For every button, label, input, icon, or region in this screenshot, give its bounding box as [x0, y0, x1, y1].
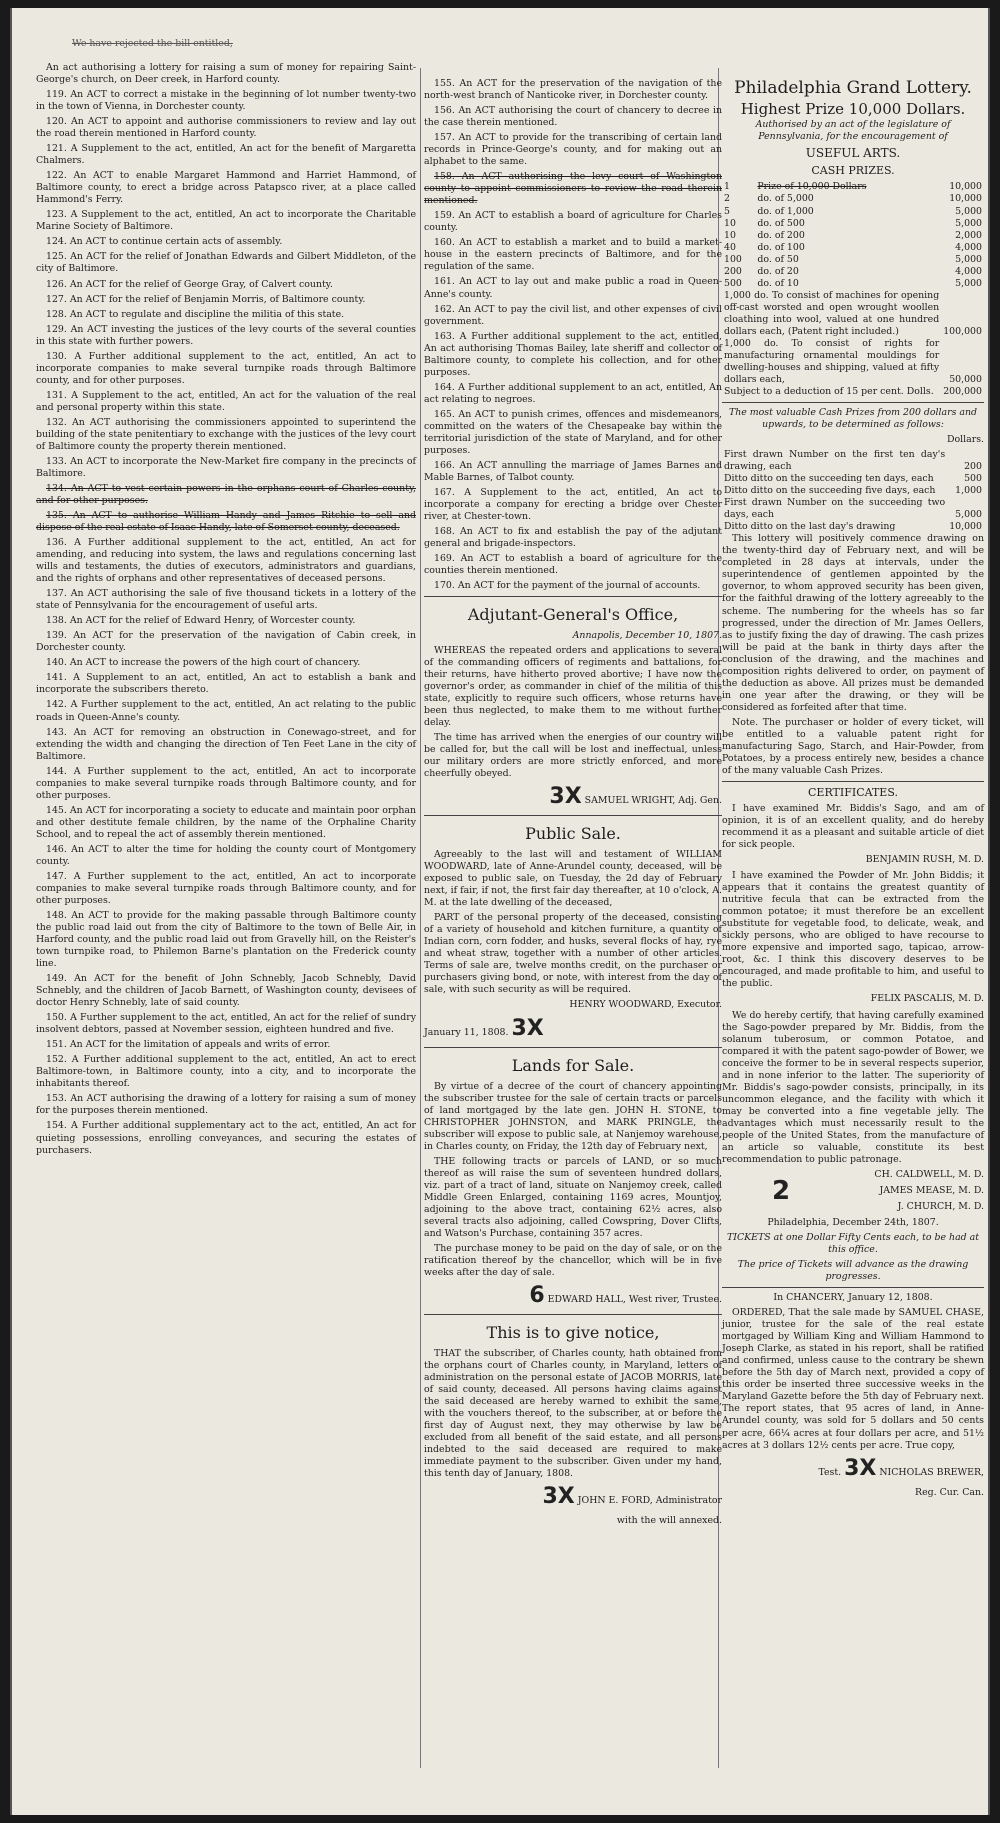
lands-body: By virtue of a decree of the court of chancery appointing the subscriber trustee for the sale of certain tracts or parcels of land mortgaged by the late gen. JOHN H. STONE, to CHRISTOPHER JOHNSTON, and MARK PRINGLE, the subscriber will expose to public sale, at Nanjemoy warehouse, in Charles county, on Friday, the 12th day of February next,	[424, 1080, 722, 1152]
chancery-body: ORDERED, That the sale made by SAMUEL CHASE, junior, trustee for the sale of the real estate mortgaged by William King and William Hammond to Joseph Clarke, as stated in his report, shall be ratified and confirmed, unless cause to the contrary be shewn before the 5th day of March next, provided a copy of this order be inserted three successive weeks in the Maryland Gazette before the 5th day of February next. The report states, that 95 acres of land, in Anne-Arundel county, was sold for 5 dollars and 50 cents per acre, 66¼ acres at four dollars per acre, and 51½ acres at 3 dollars 12½ cents per acre. True copy,	[722, 1307, 984, 1451]
act-list-item: 147. A Further supplement to the act, entitled, An act to incorporate companies to make several turnpike roads through Baltimore county, and for other purposes.	[36, 870, 416, 906]
prize-count: 5	[724, 205, 730, 217]
prize-label: do. of 500	[757, 217, 805, 229]
prize-total: 2,000	[955, 229, 982, 241]
machine-prize-text: 1,000 do. To consist of rights for manufacturing ornamental mouldings for dwelling-houses and shipping, valued at fifty dollars each,	[724, 337, 940, 385]
prize-row	[722, 218, 984, 230]
notice-heading: This is to give notice,	[486, 1323, 660, 1343]
act-list-item: 165. An ACT to punish crimes, offences and misdemeanors, committed on the waters of the Chesapeake bay within the territorial jurisdiction of the state of Maryland, and for other purposes.	[424, 408, 722, 456]
lottery-authorised: Authorised by an act of the legislature of Pennsylvania, for the encouragement of	[755, 118, 951, 142]
divider	[424, 596, 722, 597]
act-list-item: 128. An ACT to regulate and discipline the militia of this state.	[46, 308, 345, 320]
certificate-date: Philadelphia, December 24th, 1807.	[767, 1217, 939, 1229]
act-list-item: 126. An ACT for the relief of George Gray, of Calvert county.	[46, 278, 333, 290]
act-list-item: 123. A Supplement to the act, entitled, An act to incorporate the Charitable Marine Society of Baltimore.	[36, 209, 416, 233]
notice-signature-line2: with the will annexed.	[616, 1515, 722, 1527]
prize-total: 5,000	[955, 205, 982, 217]
act-list-item: 162. An ACT to pay the civil list, and other expenses of civil government.	[424, 303, 722, 327]
prize-label: do. of 20	[757, 265, 799, 277]
machine-prize-total: 100,000	[943, 325, 982, 337]
notice-body: THAT the subscriber, of Charles county, hath obtained from the orphans court of Charles county, in Maryland, letters of administration on the personal estate of JACOB MORRIS, late of said county, deceased. All persons having claims against the said deceased are hereby warned to exhibit the same, with the vouchers thereof, to the subscriber, at or before the first day of August next, they may otherwise by law be excluded from all benefit of the said estate, and all persons indebted to the said deceased are required to make immediate payment to the subscriber. Given under my hand, this tenth day of January, 1808.	[424, 1347, 722, 1480]
deduction-text: Subject to a deduction of 15 per cent. Dolls.	[724, 385, 934, 397]
prize-count: 100	[724, 253, 742, 265]
draw-row	[722, 449, 984, 473]
prize-label: do. of 100	[757, 241, 805, 253]
prize-count: 40	[724, 241, 736, 253]
draw-table	[722, 449, 984, 533]
faint-header-text: We have rejected the bill entitled,	[72, 38, 233, 49]
adjutant-dateline: Annapolis, December 10, 1807.	[572, 629, 722, 641]
act-list-item: 156. An ACT authorising the court of chancery to decree in the case therein mentioned.	[424, 105, 722, 129]
act-list-item: 169. An ACT to establish a board of agriculture for the counties therein mentioned.	[424, 553, 722, 577]
act-list-item: 158. An ACT authorising the levy court of Washington county to appoint commissioners to review the road therein mentioned.	[424, 171, 722, 207]
act-list-item: 146. An ACT to alter the time for holding the county court of Montgomery county.	[36, 843, 416, 867]
prize-label: do. of 5,000	[757, 193, 814, 205]
prize-total: 10,000	[949, 181, 982, 193]
handwritten-mark: 2	[772, 1175, 791, 1206]
act-list-item: 121. A Supplement to the act, entitled, An act for the benefit of Margaretta Chalmers.	[36, 143, 416, 167]
divider	[722, 1287, 984, 1288]
prize-row	[722, 278, 984, 290]
act-list-item: 124. An ACT to continue certain acts of assembly.	[46, 236, 283, 248]
certificate-signature: FELIX PASCALIS, M. D.	[870, 993, 984, 1005]
prize-label: do. of 1,000	[757, 205, 814, 217]
handwritten-mark: 3X	[844, 1455, 877, 1481]
chancery-date: In CHANCERY, January 12, 1808.	[773, 1292, 933, 1304]
prize-row	[722, 230, 984, 242]
prize-label: Prize of 10,000 Dollars	[757, 181, 867, 193]
machine-prizes	[722, 290, 984, 398]
act-list-item: 157. An ACT to provide for the transcribing of certain land records in Prince-George's county, and for making out an alphabet to the same.	[424, 132, 722, 168]
certificates-heading: CERTIFICATES.	[808, 785, 898, 799]
machine-prize-text: 1,000 do. To consist of machines for opening off-cast worsted and open wrought woollen cloathing into wool, valued at one hundred dollars each, (Patent right included.)	[724, 289, 940, 337]
prize-count: 200	[724, 265, 742, 277]
column-middle	[424, 78, 722, 1531]
prize-total: 4,000	[955, 241, 982, 253]
draw-row	[722, 521, 984, 533]
lottery-title: Philadelphia Grand Lottery.	[734, 78, 972, 98]
divider	[722, 781, 984, 782]
act-list-item: 135. An ACT to authorise William Handy and James Ritchie to sell and dispose of the real estate of Isaac Handy, late of Somerset county, deceased.	[36, 510, 416, 534]
draw-row	[722, 497, 984, 521]
certificate-text: I have examined the Powder of Mr. John Biddis; it appears that it contains the greatest quantity of nutritive fecula that can be extracted from the common potatoe; it must therefore be an excellent substitute for vegetable food, to delicate, weak, and sickly persons, who are obliged to have recourse to more expensive and imported sago, tapicao, arrow-root, &c. I think this discovery deserves to be encouraged, and made profitable to him, and useful to the public.	[722, 870, 984, 990]
tickets-text: TICKETS at one Dollar Fifty Cents each, to be had at this office.	[727, 1232, 979, 1256]
prize-count: 2	[724, 193, 730, 205]
prize-total: 5,000	[955, 277, 982, 289]
draw-value: 5,000	[955, 509, 982, 521]
adjutant-body: The time has arrived when the energies of our country will be called for, but the call will be lost and ineffectual, unless our military orders are more strictly enforced, and more cheerfully obeyed.	[424, 731, 722, 780]
handwritten-mark: 3X	[542, 1484, 575, 1510]
prize-count: 500	[724, 277, 742, 289]
act-list-item: 168. An ACT to fix and establish the pay of the adjutant general and brigade-inspectors.	[424, 526, 722, 550]
lands-heading: Lands for Sale.	[511, 1056, 635, 1076]
certificate-signature: CH. CALDWELL, M. D.	[874, 1168, 984, 1180]
dollars-label: Dollars.	[946, 434, 984, 446]
lottery-subtitle: Highest Prize 10,000 Dollars.	[740, 99, 966, 118]
divider	[424, 1314, 722, 1315]
prize-total: 4,000	[955, 265, 982, 277]
adjutant-heading: Adjutant-General's Office,	[467, 605, 679, 625]
tickets-price: The price of Tickets will advance as the drawing progresses.	[737, 1259, 969, 1283]
prize-count: 1	[724, 181, 730, 193]
act-list-item: 125. An ACT for the relief of Jonathan Edwards and Gilbert Middleton, of the city of Baltimore.	[36, 251, 416, 275]
prize-row	[722, 254, 984, 266]
act-list-item: 166. An ACT annulling the marriage of James Barnes and Mable Barnes, of Talbot county.	[424, 459, 722, 483]
act-list-item: 119. An ACT to correct a mistake in the beginning of lot number twenty-two in the town of Vienna, in Dorchester county.	[36, 89, 416, 113]
prize-count: 10	[724, 229, 736, 241]
act-list-item: 133. An ACT to incorporate the New-Market fire company in the precincts of Baltimore.	[36, 455, 416, 479]
deduction-total: 200,000	[943, 385, 982, 397]
act-list-item: 170. An ACT for the payment of the journal of accounts.	[434, 580, 701, 592]
act-list-item: 148. An ACT to provide for the making passable through Baltimore county the public road laid out from the city of Baltimore to the town of Belle Air, in Harford county, and the public road laid out from Gravelly hill, on the Reister's town turnpike road, to Philemon Barne's plantation on the Frederick county line.	[36, 909, 416, 970]
chancery-signature: NICHOLAS BREWER,	[879, 1466, 984, 1478]
act-list-item: 152. A Further additional supplement to the act, entitled, An act to erect Baltimore-town, in Baltimore county, into a city, and to incorporate the inhabitants thereof.	[36, 1054, 416, 1090]
act-list-item: 130. A Further additional supplement to the act, entitled, An act to incorporate companies to make several turnpike roads through Baltimore county, and for other purposes.	[36, 350, 416, 386]
act-list-item: 144. A Further supplement to the act, entitled, An act to incorporate companies to make several turnpike roads through Baltimore county, and for other purposes.	[36, 765, 416, 801]
lottery-body: This lottery will positively commence drawing on the twenty-third day of February next, and will be completed in 28 days at intervals, under the superintendence of gentlemen appointed by the governor, to whom approved security has been given, for the faithful drawing of the lottery agreeably to the scheme. The numbering for the wheels has so far progressed, under the direction of Mr. James Oellers, as to justify fixing the day of drawing. The cash prizes will be paid at the bank in thirty days after the conclusion of the drawing, and the machines and composition rights delivered to order, on payment of the deduction as above. All prizes must be demanded in one year after the drawing, or they will be considered as forfeited after that time.	[722, 533, 984, 713]
prize-label: do. of 50	[757, 253, 799, 265]
public-sale-signature: HENRY WOODWARD, Executor.	[569, 999, 722, 1011]
lands-body: The purchase money to be paid on the day of sale, or on the ratification thereof by the chancellor, which will be in five weeks after the day of sale.	[424, 1243, 722, 1279]
acts-list	[424, 78, 722, 592]
cash-prizes-heading: CASH PRIZES.	[811, 164, 895, 178]
prize-row	[722, 242, 984, 254]
public-sale-body: PART of the personal property of the deceased, consisting of a variety of household and kitchen furniture, a quantity of Indian corn, corn fodder, and husks, several flocks of hay, rye and wheat straw, together with a number of other articles. Terms of sale are, twelve months credit, on the purchaser or purchasers giving bond, or note, with interest from the day of sale, with such security as will be required.	[424, 911, 722, 996]
public-sale-heading: Public Sale.	[525, 824, 621, 844]
prize-label: do. of 200	[757, 229, 805, 241]
column-rule	[420, 68, 421, 1768]
act-list-item: 167. A Supplement to the act, entitled, An act to incorporate a company for erecting a bridge over Chester river, at Chester-town.	[424, 486, 722, 523]
adjutant-signature: SAMUEL WRIGHT, Adj. Gen.	[584, 795, 722, 807]
prize-table	[722, 181, 984, 289]
certificate-text: We do hereby certify, that having carefully examined the Sago-powder prepared by Mr. Biddis, from the solanum tuberosum, or common Potatoe, and compared it with the patent sago-powder of Bower, we conceive the former to be in several respects superior, and in none inferior to the latter. The superiority of Mr. Biddis's sago-powder consists, principally, in its uncommon elegance, and the facility with which it may be converted into a fine vegetable jelly. The advantages which must necessarily result to the people of the United States, from the manufacture of an article so valuable, constitute its best recommendation to public patronage.	[722, 1009, 984, 1165]
act-list-item: 140. An ACT to increase the powers of the high court of chancery.	[46, 657, 361, 669]
act-list-item: 145. An ACT for incorporating a society to educate and maintain poor orphan and other destitute female children, by the name of the Orphaline Charity School, and to repeal the act of assembly therein mentioned.	[36, 804, 416, 840]
prize-count: 10	[724, 217, 736, 229]
chancery-test: Test.	[818, 1466, 842, 1478]
prize-total: 5,000	[955, 217, 982, 229]
prize-label: do. of 10	[757, 277, 799, 289]
chancery-signature-line2: Reg. Cur. Can.	[915, 1486, 984, 1498]
act-list-item: 160. An ACT to establish a market and to build a market-house in the eastern precincts of Baltimore, and for the regulation of the same.	[424, 237, 722, 273]
divider	[424, 1047, 722, 1048]
certificate-signature: BENJAMIN RUSH, M. D.	[865, 854, 984, 866]
notice-signature: JOHN E. FORD, Administrator	[577, 1495, 722, 1507]
public-sale-date: January 11, 1808.	[424, 1027, 509, 1039]
act-list-item: 150. A Further supplement to the act, entitled, An act for the relief of sundry insolvent debtors, passed at November session, eighteen hundred and five.	[36, 1012, 416, 1036]
act-list-item: 161. An ACT to lay out and make public a road in Queen-Anne's county.	[424, 276, 722, 300]
certificate-signature: JAMES MEASE, M. D.	[879, 1184, 984, 1196]
act-list-item: 132. An ACT authorising the commissioners appointed to superintend the building of the state penitentiary to exchange with the justices of the levy court of Baltimore county the property therein mentioned.	[36, 416, 416, 452]
useful-arts: USEFUL ARTS.	[805, 146, 901, 160]
act-list-item: 134. An ACT to vest certain powers in the orphans court of Charles county, and for other purposes.	[36, 482, 416, 506]
act-list-item: 151. An ACT for the limitation of appeals and writs of error.	[46, 1039, 331, 1051]
draw-text: First drawn Number on the succeeding two days, each	[724, 497, 946, 521]
draw-text: Ditto ditto on the succeeding ten days, each	[724, 473, 934, 485]
draw-text: First drawn Number on the first ten day's drawing, each	[724, 449, 946, 473]
act-list-item: 149. An ACT for the benefit of John Schnebly, Jacob Schnebly, David Schnebly, and the children of Jacob Barnett, of Washington county, devisees of doctor Henry Schnebly, late of said county.	[36, 973, 416, 1009]
valuable-prizes-note: The most valuable Cash Prizes from 200 dollars and upwards, to be determined as follows:	[728, 407, 978, 431]
adjutant-body: WHEREAS the repeated orders and applications to several of the commanding officers of regiments and battalions, for their returns, have hitherto proved abortive; I have now the governor's order, as commander in chief of the militia of this state, explicitly to require such officers, whose returns have been thus neglected, to make them to me without further delay.	[424, 644, 722, 728]
draw-row	[722, 485, 984, 497]
act-list-item: 164. A Further additional supplement to an act, entitled, An act relating to negroes.	[424, 381, 722, 405]
act-list-item: 131. A Supplement to the act, entitled, An act for the valuation of the real and personal property within this state.	[36, 389, 416, 413]
draw-text: Ditto ditto on the last day's drawing	[724, 521, 896, 533]
prize-row	[722, 206, 984, 218]
act-list-item: 154. A Further additional supplementary act to the act, entitled, An act for quieting possessions, enrolling conveyances, and securing the estates of purchasers.	[36, 1120, 416, 1156]
act-list-item: 141. A Supplement to an act, entitled, An act to establish a bank and incorporate the subscribers thereto.	[36, 672, 416, 696]
act-list-item: 159. An ACT to establish a board of agriculture for Charles county.	[424, 210, 722, 234]
act-list-item: 138. An ACT for the relief of Edward Henry, of Worcester county.	[46, 615, 356, 627]
act-list-item: 142. A Further supplement to the act, entitled, An act relating to the public roads in Queen-Anne's county.	[36, 699, 416, 723]
act-list-item: 137. An ACT authorising the sale of five thousand tickets in a lottery of the state of Pennsylvania for the encouragement of useful arts.	[36, 588, 416, 612]
prize-row	[722, 193, 984, 205]
column-left	[36, 62, 416, 1160]
act-list-item: 155. An ACT for the preservation of the navigation of the north-west branch of Nanticoke river, in Dorchester county.	[424, 78, 722, 102]
draw-text: Ditto ditto on the succeeding five days, each	[724, 485, 936, 497]
act-list-item: 153. An ACT authorising the drawing of a lottery for raising a sum of money for the purposes therein mentioned.	[36, 1093, 416, 1117]
draw-value: 500	[964, 473, 982, 485]
lands-body: THE following tracts or parcels of LAND, or so much thereof as will raise the sum of seventeen hundred dollars, viz. part of a tract of land, situate on Nanjemoy creek, called Middle Green Enlarged, containing 1169 acres, Mountjoy, adjoining to the above tract, containing 62½ acres, also several tracts also adjoining, called Cowspring, Dover Clifts, and Watson's Purchase, containing 357 acres.	[424, 1155, 722, 1240]
act-list-item: 139. An ACT for the preservation of the navigation of Cabin creek, in Dorchester county.	[36, 630, 416, 654]
column-right	[722, 78, 984, 1503]
prize-row	[722, 181, 984, 193]
act-list-item: 127. An ACT for the relief of Benjamin Morris, of Baltimore county.	[46, 293, 366, 305]
act-list-item: 120. An ACT to appoint and authorise commissioners to review and lay out the road therein mentioned in Harford county.	[36, 116, 416, 140]
machine-prize-total: 50,000	[949, 373, 982, 385]
newspaper-page	[10, 8, 990, 1815]
act-list-item: 129. An ACT investing the justices of the levy courts of the several counties in this state with further powers.	[36, 323, 416, 347]
act-list-item: 163. A Further additional supplement to the act, entitled, An act authorising Thomas Bailey, late sheriff and collector of Baltimore county, to complete his collection, and for other purposes.	[424, 330, 722, 378]
prize-total: 5,000	[955, 253, 982, 265]
prize-total: 10,000	[949, 193, 982, 205]
certificate-text: I have examined Mr. Biddis's Sago, and am of opinion, it is of an excellent quality, and do hereby recommend it as a pleasant and suitable article of diet for sick people.	[722, 803, 984, 851]
act-list-item: 143. An ACT for removing an obstruction in Conewago-street, and for extending the width and changing the direction of Ten Feet Lane in the city of Baltimore.	[36, 726, 416, 762]
handwritten-mark: 3X	[511, 1016, 544, 1042]
prize-row	[722, 266, 984, 278]
divider	[722, 402, 984, 403]
lottery-note: Note. The purchaser or holder of every ticket, will be entitled to a valuable patent right for manufacturing Sago, Starch, and Hair-Powder, from Potatoes, by a process entirely new, besides a chance of the many valuable Cash Prizes.	[722, 716, 984, 776]
act-list-item: 136. A Further additional supplement to the act, entitled, An act for amending, and reducing into system, the laws and regulations concerning last wills and testaments, the duties of executors, administrators and guardians, and the rights of orphans and other representatives of deceased persons.	[36, 537, 416, 585]
draw-value: 1,000	[955, 485, 982, 497]
public-sale-body: Agreeably to the last will and testament of WILLIAM WOODWARD, late of Anne-Arundel county, deceased, will be exposed to public sale, on Tuesday, the 2d day of February next, if fair, if not, the first fair day thereafter, at 10 o'clock, A. M. at the late dwelling of the deceased,	[424, 848, 722, 908]
lands-signature: EDWARD HALL, West river, Trustee.	[547, 1294, 722, 1306]
handwritten-mark: 6	[529, 1283, 545, 1309]
act-list-item: An act authorising a lottery for raising a sum of money for repairing Saint-George's church, on Deer creek, in Harford county.	[36, 62, 416, 86]
handwritten-mark: 3X	[549, 784, 582, 810]
draw-value: 10,000	[949, 521, 982, 533]
draw-row	[722, 473, 984, 485]
certificate-signature: J. CHURCH, M. D.	[897, 1200, 984, 1212]
act-list-item: 122. An ACT to enable Margaret Hammond and Harriet Hammond, of Baltimore county, to erect a bridge across Patapsco river, at a place called Hammond's Ferry.	[36, 170, 416, 206]
draw-value: 200	[964, 461, 982, 473]
divider	[424, 815, 722, 816]
